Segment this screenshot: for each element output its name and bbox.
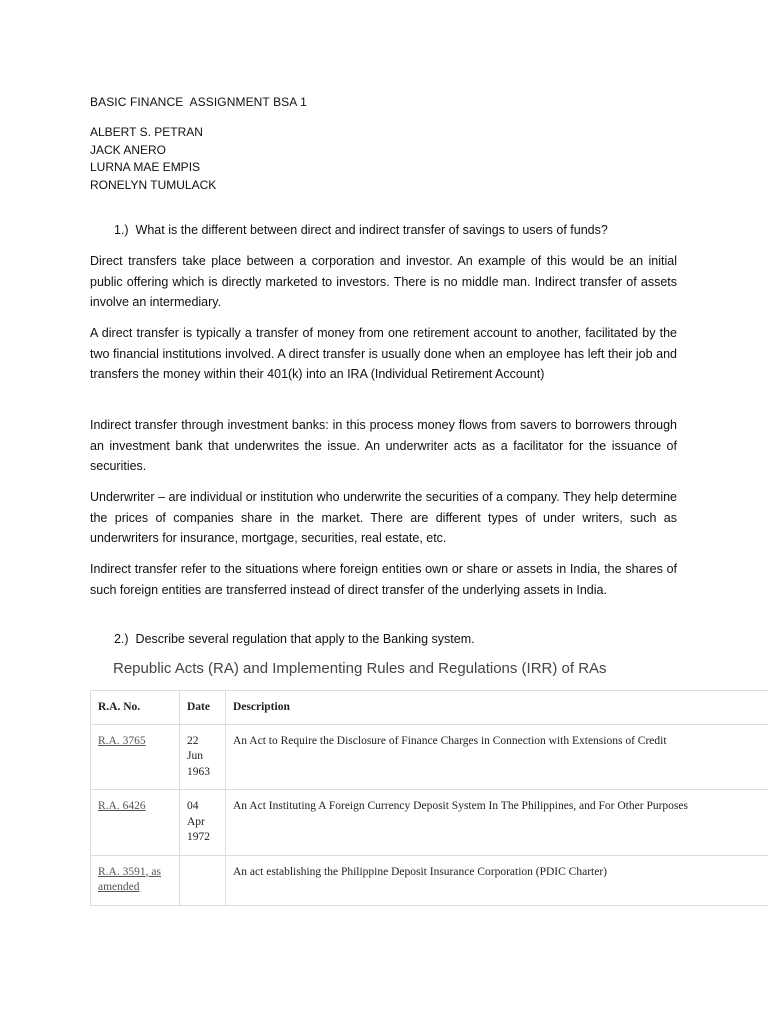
date-month: Jun xyxy=(187,750,203,762)
question-1 xyxy=(114,223,608,237)
ra-table xyxy=(90,690,768,906)
ra-section-heading: Republic Acts (RA) and Implementing Rules and Regulations (IRR) of RAs xyxy=(113,660,607,677)
answer-paragraph: Underwriter – are individual or institution who underwrite the securities of a company. They help determine the prices of companies share in the market. There are different types of under writers, such as underwriters for insurance, mortgage, securities, real estate, etc. xyxy=(90,490,677,545)
question-2 xyxy=(114,632,475,646)
answer-paragraph: A direct transfer is typically a transfer of money from one retirement account to another, facilitated by the two financial institutions involved. A direct transfer is usually done when an employee has left their job and transfers the money within their 401(k) into an IRA (Individual Retirement Account) xyxy=(90,326,677,381)
date-year: 1972 xyxy=(187,831,210,843)
date-cell xyxy=(180,855,226,905)
table-row xyxy=(91,790,768,856)
author-name: RONELYN TUMULACK xyxy=(90,177,217,192)
author-name: ALBERT S. PETRAN xyxy=(90,125,203,139)
question-text: What is the different between direct and indirect transfer of savings to users of funds? xyxy=(135,223,608,237)
date-day: 04 xyxy=(187,800,199,812)
header-ra-no: R.A. No. xyxy=(91,691,180,725)
answer-paragraph: Indirect transfer refer to the situations where foreign entities own or share or assets in India, the shares of such foreign entities are transferred instead of direct transfer of the underlying assets in India. xyxy=(90,562,677,597)
document-title: BASIC FINANCE ASSIGNMENT BSA 1 xyxy=(90,95,307,109)
description-cell: An Act Instituting A Foreign Currency Deposit System In The Philippines, and For Other Purposes xyxy=(226,790,768,856)
description-cell: An Act to Require the Disclosure of Finance Charges in Connection with Extensions of Credit xyxy=(226,724,768,790)
ra-no-cell xyxy=(91,855,180,905)
ra-link[interactable]: R.A. 3765 xyxy=(98,734,146,747)
answer-paragraph: Indirect transfer through investment banks: in this process money flows from savers to borrowers through an investment bank that underwrites the issue. An underwriter acts as a facilitator for the issuance of securities. xyxy=(90,418,677,473)
ra-link[interactable]: R.A. 3591, as amended xyxy=(98,865,161,893)
author-name: JACK ANERO xyxy=(90,142,167,157)
date-month: Apr xyxy=(187,815,205,828)
question-number: 1.) xyxy=(114,223,129,237)
question-text: Describe several regulation that apply to the Banking system. xyxy=(135,632,475,646)
ra-no-cell xyxy=(91,790,180,856)
ra-no-cell xyxy=(91,724,180,790)
ra-link[interactable]: R.A. 6426 xyxy=(98,800,146,812)
description-cell: An act establishing the Philippine Deposit Insurance Corporation (PDIC Charter) xyxy=(226,855,768,905)
table-header-row xyxy=(91,691,768,725)
question-number: 2.) xyxy=(114,632,129,646)
table-row xyxy=(91,855,768,905)
author-list xyxy=(90,124,216,194)
date-day: 22 xyxy=(187,734,199,747)
table-row xyxy=(91,724,768,790)
date-cell xyxy=(180,724,226,790)
header-date: Date xyxy=(180,691,226,725)
answer-paragraph: Direct transfers take place between a corporation and investor. An example of this would be an initial public offering which is directly marketed to investors. There is no middle man. Indirect transfer of assets involve an intermediary. xyxy=(90,254,677,309)
date-year: 1963 xyxy=(187,765,210,778)
date-cell xyxy=(180,790,226,856)
author-name: LURNA MAE EMPIS xyxy=(90,160,201,174)
header-description: Description xyxy=(226,691,768,725)
